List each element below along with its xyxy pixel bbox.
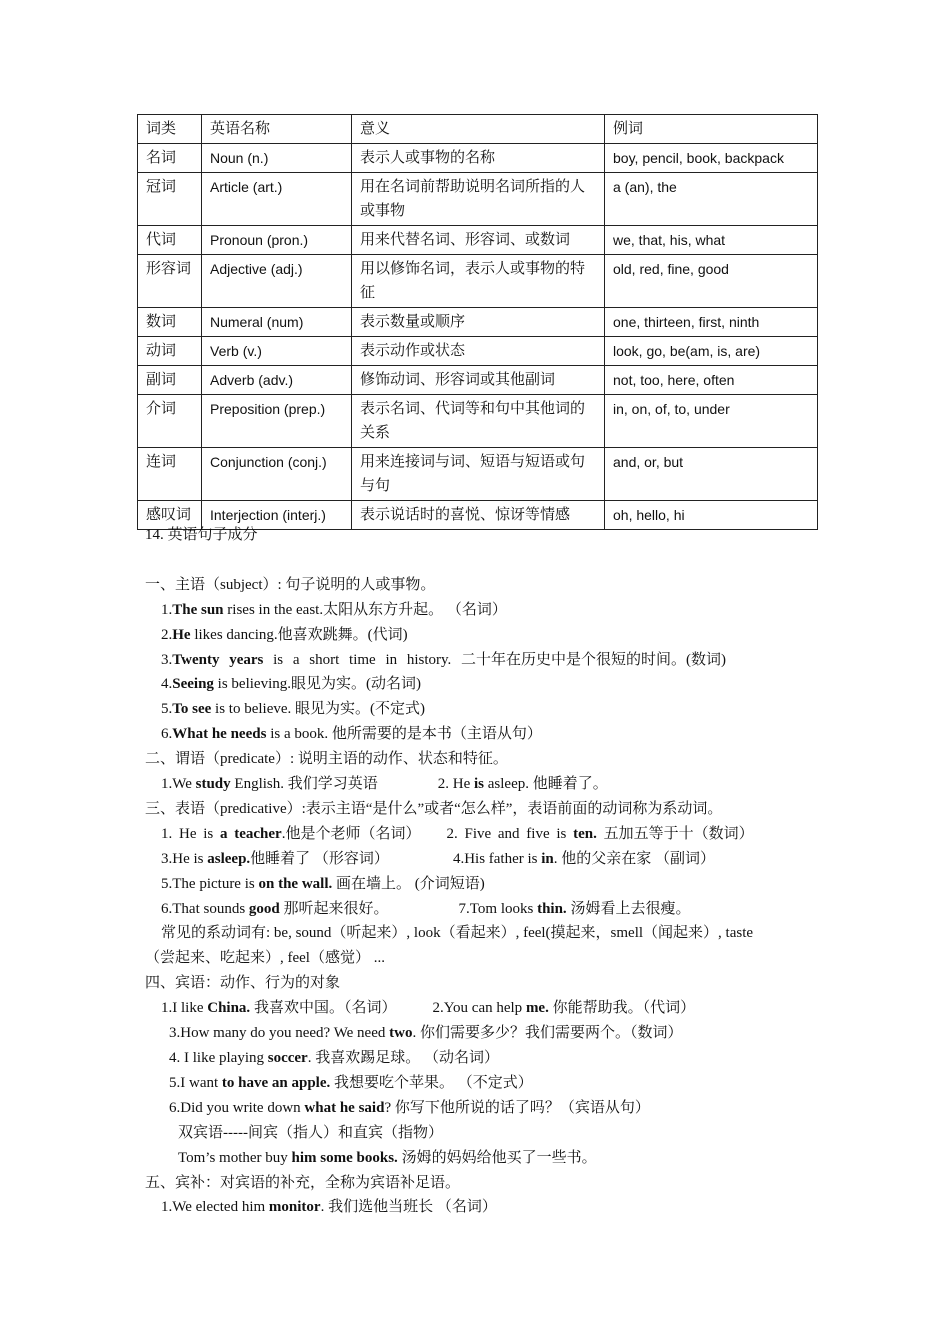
predicate-heading: 二、谓语（predicate）: 说明主语的动作、状态和特征。 xyxy=(145,751,508,768)
parts-of-speech-table xyxy=(137,114,818,530)
example-line: 4.Seeing is believing.眼见为实。(动名词) xyxy=(161,676,421,693)
table-row xyxy=(138,255,818,308)
example-line: 5.The picture is on the wall. 画在墙上。 (介词短语) xyxy=(161,875,485,892)
table-cell: we, that, his, what xyxy=(605,226,818,255)
example-line: 6.Did you write down what he said? 你写下他所说的话了吗？（宾语从句） xyxy=(169,1099,650,1116)
predicative-heading: 三、表语（predicative）:表示主语“是什么”或者“怎么样”，表语前面的动词称为系动词。 xyxy=(145,800,723,817)
table-row xyxy=(138,395,818,448)
example-line: 1. He is a teacher.他是个老师（名词） 2. Five and five is ten. 五加五等于十（数词） xyxy=(161,825,754,842)
table-cell: Adjective (adj.) xyxy=(202,255,352,308)
table-cell: Preposition (prep.) xyxy=(202,395,352,448)
table-cell: 感叹词 xyxy=(138,501,202,530)
table-cell: look, go, be(am, is, are) xyxy=(605,337,818,366)
table-cell: 表示人或事物的名称 xyxy=(352,144,605,173)
table-cell: 用来代替名词、形容词、或数词 xyxy=(352,226,605,255)
linking-verbs-note: 常见的系动词有: be, sound（听起来）, look（看起来）, feel(摸起来，smell（闻起来）, taste xyxy=(161,925,754,942)
example-line: 1.We elected him monitor. 我们选他当班长 （名词） xyxy=(161,1199,497,1216)
example-line: 4. I like playing soccer. 我喜欢踢足球。 （动名词） xyxy=(169,1050,499,1067)
parts-of-speech-table-wrap xyxy=(137,114,817,530)
table-cell: one, thirteen, first, ninth xyxy=(605,308,818,337)
example-line: 3.He is asleep.他睡着了 （形容词） 4.His father is in. 他的父亲在家 （副词） xyxy=(161,850,716,867)
example-line: 3.How many do you need? We need two. 你们需要多少？我们需要两个。（数词） xyxy=(169,1025,683,1042)
example-line: 5.I want to have an apple. 我想要吃个苹果。 （不定式） xyxy=(169,1074,533,1091)
table-row xyxy=(138,337,818,366)
table-cell: 用以修饰名词，表示人或事物的特征 xyxy=(352,255,605,308)
example-line: 2.He likes dancing.他喜欢跳舞。(代词) xyxy=(161,626,408,643)
example-line: 1.We study English. 我们学习英语 2. He is asleep. 他睡着了。 xyxy=(161,776,608,793)
table-cell: Conjunction (conj.) xyxy=(202,448,352,501)
table-cell: old, red, fine, good xyxy=(605,255,818,308)
table-row xyxy=(138,226,818,255)
table-cell: in, on, of, to, under xyxy=(605,395,818,448)
table-cell: 表示动作或状态 xyxy=(352,337,605,366)
table-cell: 连词 xyxy=(138,448,202,501)
object-heading: 四、宾语：动作、行为的对象 xyxy=(145,975,341,992)
table-row xyxy=(138,448,818,501)
table-cell: 词类 xyxy=(138,115,202,144)
table-cell: 用来连接词与词、短语与短语或句与句 xyxy=(352,448,605,501)
double-object-note: 双宾语-----间宾（指人）和直宾（指物） xyxy=(178,1124,443,1141)
table-cell: Noun (n.) xyxy=(202,144,352,173)
section-title: 14. 英语句子成分 xyxy=(145,527,258,543)
example-line: Tom’s mother buy him some books. 汤姆的妈妈给他买了一些书。 xyxy=(178,1149,597,1166)
table-cell: 名词 xyxy=(138,144,202,173)
table-cell: 意义 xyxy=(352,115,605,144)
table-cell: 动词 xyxy=(138,337,202,366)
table-row xyxy=(138,173,818,226)
table-cell: a (an), the xyxy=(605,173,818,226)
table-cell: Numeral (num) xyxy=(202,308,352,337)
table-cell: Adverb (adv.) xyxy=(202,366,352,395)
table-cell: and, or, but xyxy=(605,448,818,501)
table-cell: 用在名词前帮助说明名词所指的人或事物 xyxy=(352,173,605,226)
example-line: 5.To see is to believe. 眼见为实。(不定式) xyxy=(161,701,426,718)
table-cell: Article (art.) xyxy=(202,173,352,226)
table-cell: 数词 xyxy=(138,308,202,337)
table-cell: 代词 xyxy=(138,226,202,255)
table-cell: Verb (v.) xyxy=(202,337,352,366)
table-cell: 副词 xyxy=(138,366,202,395)
table-cell: Pronoun (pron.) xyxy=(202,226,352,255)
table-cell: oh, hello, hi xyxy=(605,501,818,530)
example-line: 6.What he needs is a book. 他所需要的是本书（主语从句） xyxy=(161,726,542,743)
table-cell: 冠词 xyxy=(138,173,202,226)
table-cell: 例词 xyxy=(605,115,818,144)
table-cell: boy, pencil, book, backpack xyxy=(605,144,818,173)
table-cell: 表示数量或顺序 xyxy=(352,308,605,337)
example-line: 1.The sun rises in the east.太阳从东方升起。 （名词） xyxy=(161,601,507,618)
table-cell: 表示名词、代词等和句中其他词的关系 xyxy=(352,395,605,448)
table-cell: Interjection (interj.) xyxy=(202,501,352,530)
table-cell: 修饰动词、形容词或其他副词 xyxy=(352,366,605,395)
table-cell: 表示说话时的喜悦、惊讶等情感 xyxy=(352,501,605,530)
table-cell: not, too, here, often xyxy=(605,366,818,395)
subject-heading: 一、主语（subject）: 句子说明的人或事物。 xyxy=(145,576,436,593)
table-cell: 英语名称 xyxy=(202,115,352,144)
table-cell: 介词 xyxy=(138,395,202,448)
linking-verbs-note-cont: （尝起来、吃起来）, feel（感觉） ... xyxy=(145,950,385,967)
example-line: 1.I like China. 我喜欢中国。（名词） 2.You can help me. 你能帮助我。（代词） xyxy=(161,1000,696,1017)
table-cell: 形容词 xyxy=(138,255,202,308)
table-row xyxy=(138,308,818,337)
table-header-row xyxy=(138,115,818,144)
table-row xyxy=(138,366,818,395)
table-row xyxy=(138,144,818,173)
complement-heading: 五、宾补：对宾语的补充，全称为宾语补足语。 xyxy=(145,1174,461,1191)
example-line: 6.That sounds good 那听起来很好。 7.Tom looks thin. 汤姆看上去很瘦。 xyxy=(161,900,691,917)
example-line: 3.Twenty years is a short time in history. 二十年在历史中是个很短的时间。(数词) xyxy=(161,651,727,668)
sentence-components-section xyxy=(145,523,817,1220)
